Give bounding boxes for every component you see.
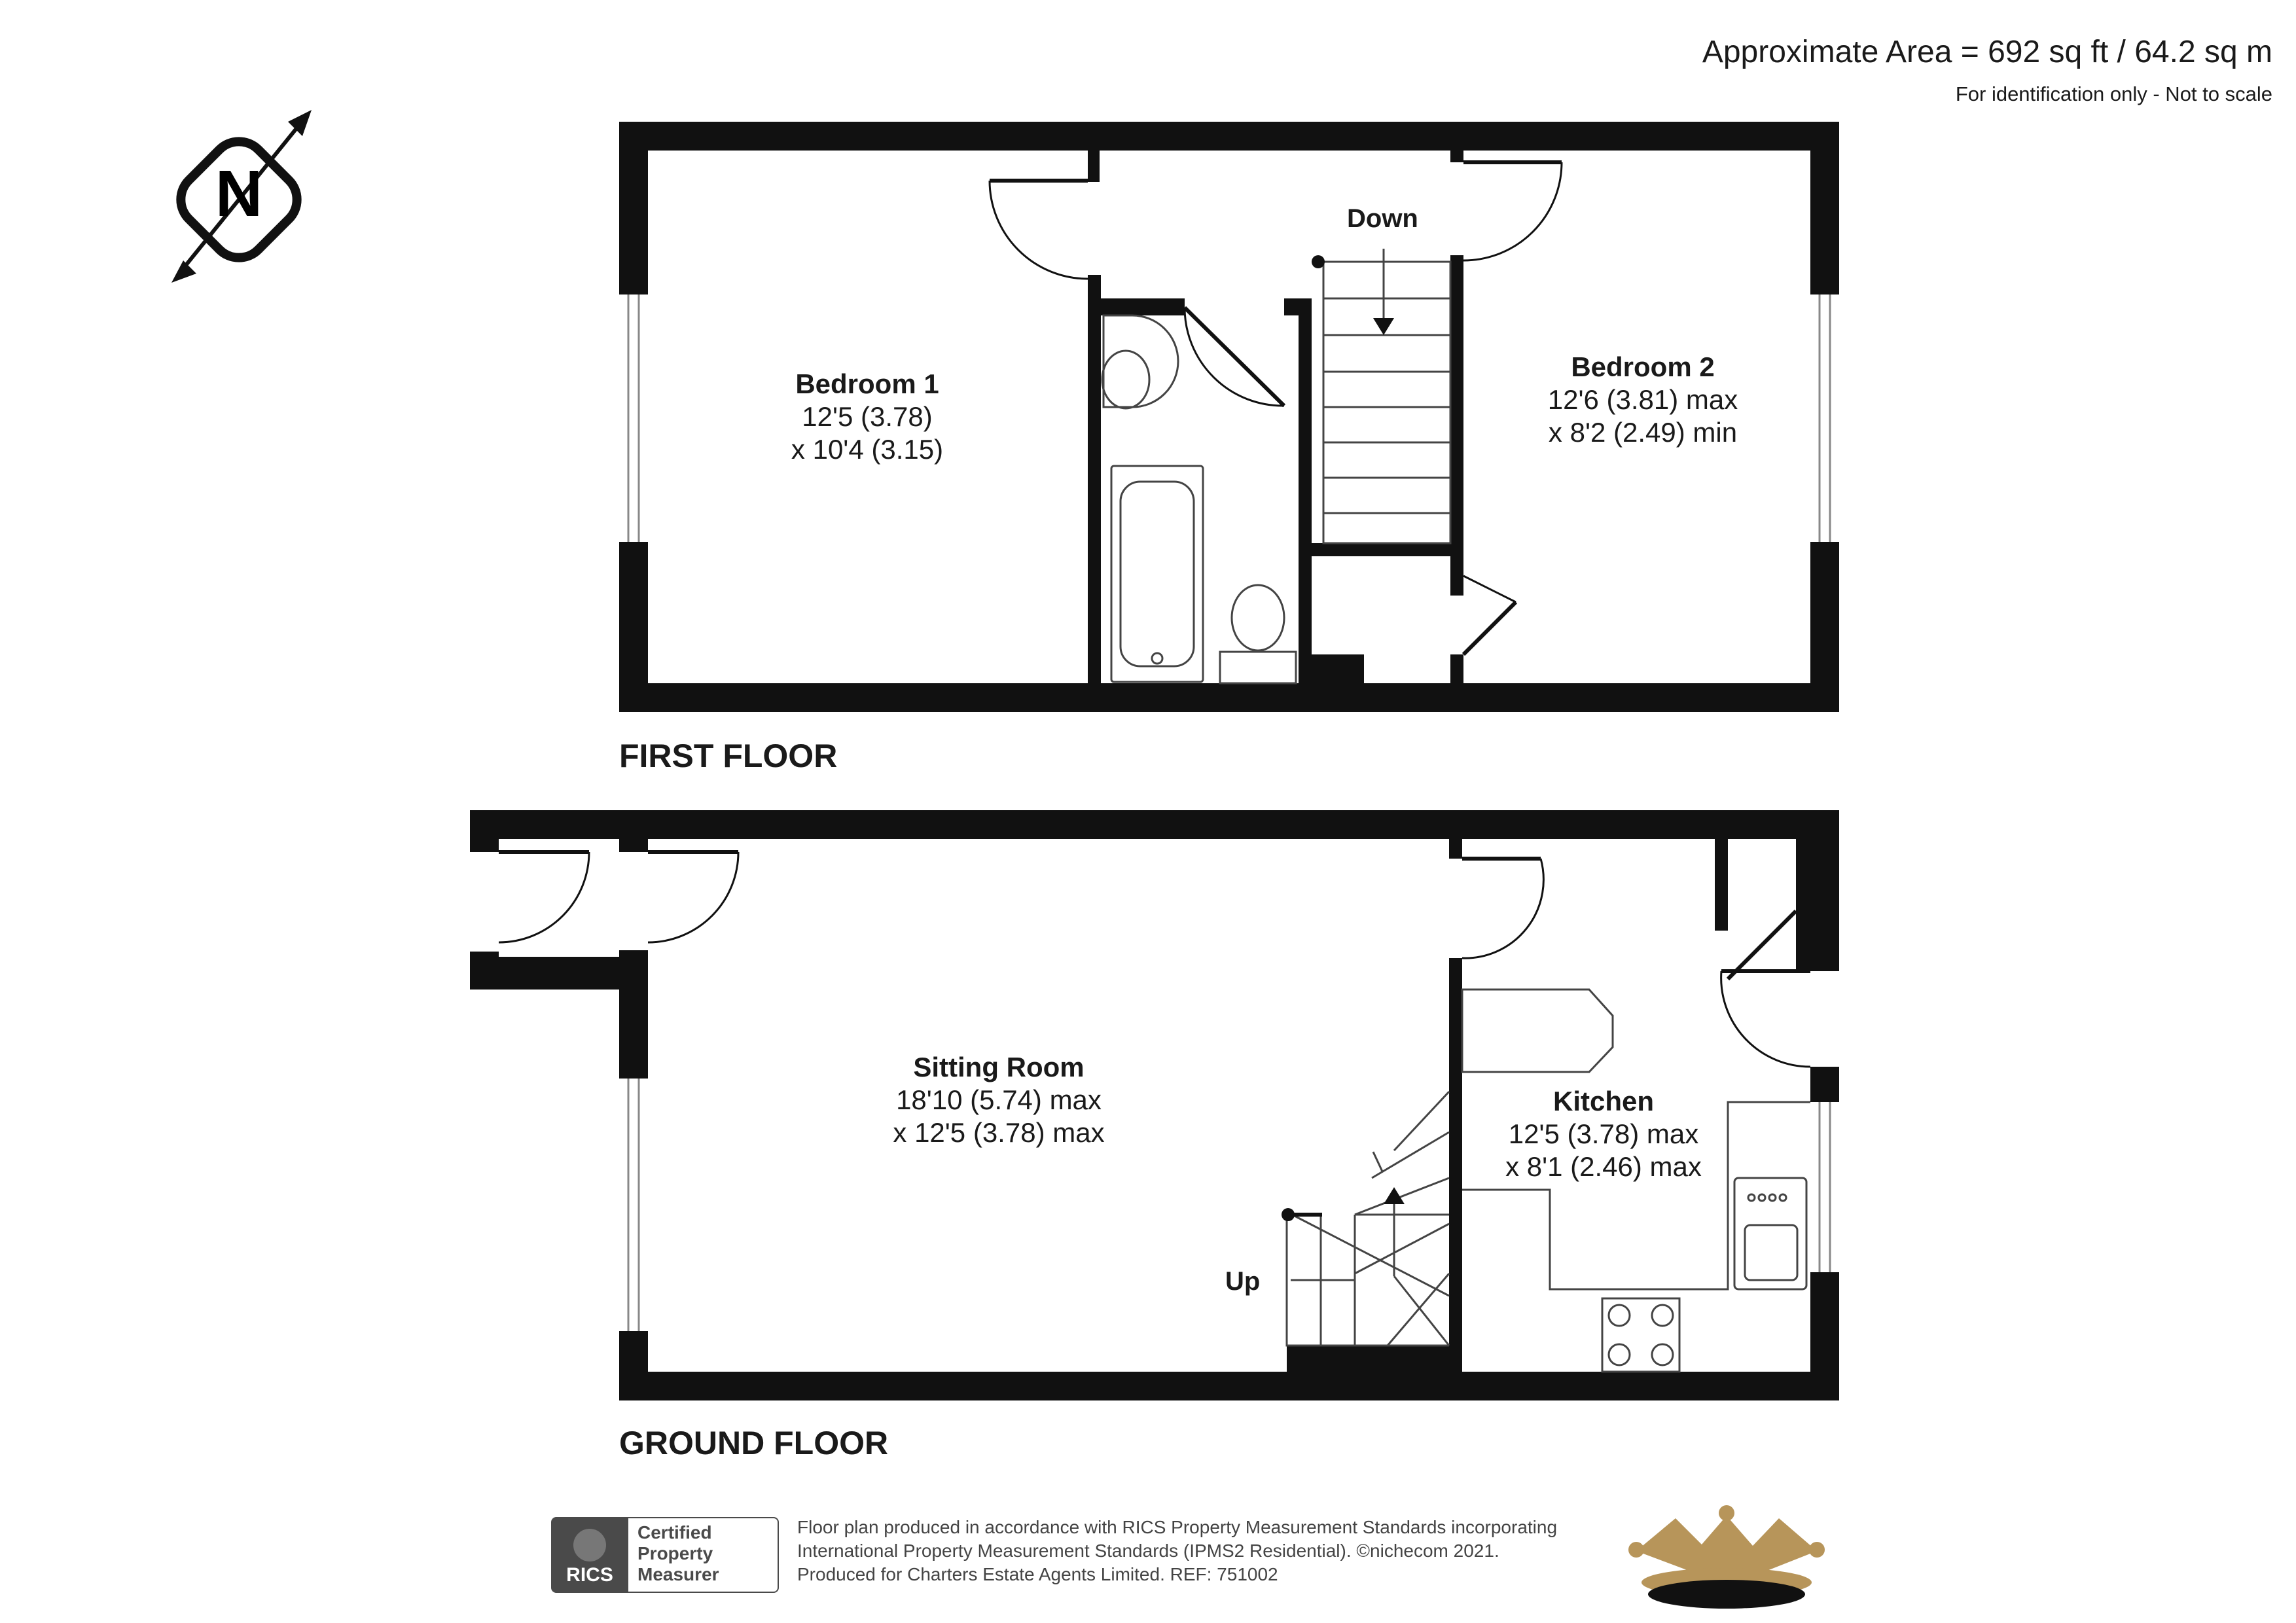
rics-lion-icon <box>573 1529 606 1561</box>
scale-note: For identification only - Not to scale <box>1955 82 2272 105</box>
room-name: Sitting Room <box>913 1052 1085 1082</box>
room-name: Bedroom 2 <box>1571 351 1715 382</box>
room-name: Kitchen <box>1552 1086 1654 1116</box>
room-dimension: x 12'5 (3.78) max <box>893 1117 1105 1148</box>
room-bedroom-1 <box>740 368 995 466</box>
rics-logo-text: RICS <box>566 1564 613 1586</box>
footer-line: International Property Measurement Standards (IPMS2 Residential). ©nichecom 2021. <box>797 1541 1499 1561</box>
room-name: Bedroom 1 <box>795 368 939 399</box>
ground-floor-label: GROUND FLOOR <box>619 1425 889 1461</box>
room-dimension: x 10'4 (3.15) <box>791 434 944 465</box>
north-compass-icon <box>170 110 312 283</box>
room-dimension: 12'6 (3.81) max <box>1547 384 1738 415</box>
first-floor-label: FIRST FLOOR <box>619 738 838 774</box>
room-dimension: 18'10 (5.74) max <box>896 1084 1102 1115</box>
room-dimension: 12'5 (3.78) <box>802 401 933 432</box>
stairs-down-label: Down <box>1347 204 1418 233</box>
approximate-area: Approximate Area = 692 sq ft / 64.2 sq m <box>1702 35 2272 69</box>
footer-disclaimer <box>797 1516 1557 1586</box>
room-bedroom-2 <box>1505 351 1780 449</box>
room-kitchen <box>1466 1085 1741 1183</box>
compass-letter: N <box>215 157 263 230</box>
rics-badge-text <box>628 1517 779 1593</box>
rics-logo <box>551 1517 628 1593</box>
room-dimension: x 8'1 (2.46) max <box>1505 1151 1702 1182</box>
rics-certified-badge <box>551 1517 780 1593</box>
footer-line: Floor plan produced in accordance with RICS Property Measurement Standards incorporating <box>797 1517 1558 1537</box>
rics-badge-line: Property <box>637 1543 713 1563</box>
room-sitting-room <box>855 1051 1143 1149</box>
rics-badge-line: Measurer <box>637 1564 719 1584</box>
stairs-up-label: Up <box>1225 1267 1261 1296</box>
crown-logo-icon <box>1628 1505 1825 1609</box>
rics-badge-line: Certified <box>637 1522 712 1543</box>
room-dimension: x 8'2 (2.49) min <box>1548 417 1738 448</box>
room-dimension: 12'5 (3.78) max <box>1508 1118 1699 1149</box>
footer-line: Produced for Charters Estate Agents Limited. REF: 751002 <box>797 1564 1278 1584</box>
